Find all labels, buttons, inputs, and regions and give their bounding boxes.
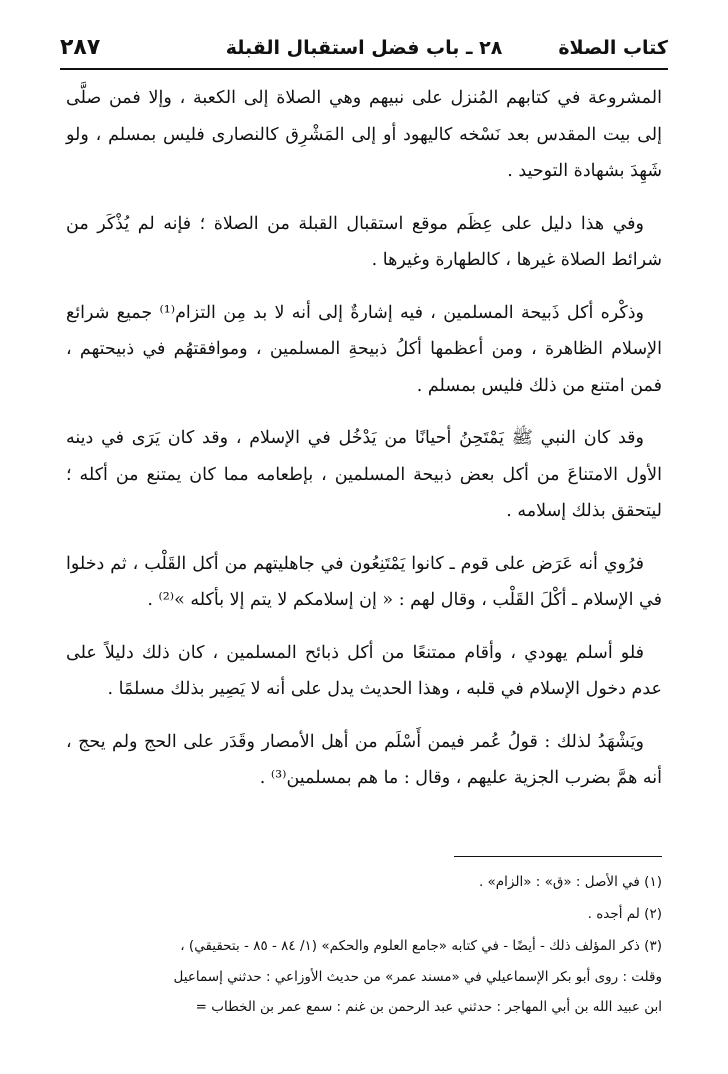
paragraph: فلو أسلم يهودي ، وأقام ممتنعًا من أكل ذبائح المسلمين ، كان ذلك دليلاً على عدم دخول الإسلام في قلبه ، وهذا الحديث يدل على أنه لا يَصِير بذلك مسلمًا . bbox=[66, 642, 662, 699]
paragraph: وقد كان النبي ﷺ يَمْتَحِنُ أحيانًا من يَدْخُل في الإسلام ، وقد كان يَرَى في دينه الأول الامتناعَ من أكل بعض ذبيحة المسلمين ، بإطعامه مما كان يمتنع من أكله ؛ ليتحقق بذلك إسلامه . bbox=[66, 428, 662, 521]
chapter-title: ٢٨ ـ باب فضل استقبال القبلة bbox=[225, 37, 503, 59]
footnotes bbox=[66, 866, 662, 1022]
page-number: ٢٨٧ bbox=[60, 35, 101, 60]
footnote: (٣) ذكر المؤلف ذلك - أيضًا - في كتابه «جامع العلوم والحكم» (١/ ٨٤ - ٨٥ - بتحقيقي) ، bbox=[180, 938, 662, 954]
paragraph: وفي هذا دليل على عِظَم موقع استقبال القبلة من الصلاة ؛ فإنه لم يُذْكَر من شرائط الصلاة غيرها ، كالطهارة وغيرها . bbox=[66, 213, 662, 270]
main-text bbox=[66, 80, 662, 813]
footnote-continuation: ابن عبيد الله بن أبي المهاجر : حدثني عبد الرحمن بن غنم : سمع عمر بن الخطاب = bbox=[195, 999, 662, 1015]
paragraph: المشروعة في كتابهم المُنزل على نبيهم وهي الصلاة إلى الكعبة ، وإلا فمن صلَّى إلى بيت المقدس بعد نَسْخه كاليهود أو إلى المَشْرِق كالنصارى فليس بمسلم ، ولو شَهِدَ بشهادة التوحيد . bbox=[66, 88, 662, 181]
footnote-divider bbox=[454, 856, 662, 857]
paragraph: وذكْره أكل ذَبيحة المسلمين ، فيه إشارةٌ إلى أنه لا بد مِن التزام⁽¹⁾ جميع شرائع الإسلام الظاهرة ، ومن أعظمها أكلُ ذبيحةِ المسلمين ، وموافقتهُم في ذبيحتهم ، فمن امتنع من ذلك فليس بمسلم . bbox=[66, 302, 662, 396]
paragraph: فرُوي أنه عَرَض على قوم ـ كانوا يَمْتَنِعُون في جاهليتهم من أكل القَلْب ، ثم دخلوا في الإسلام ـ أكْلَ القَلْب ، وقال لهم : « إن إسلامكم لا يتم إلا بأكله »⁽²⁾ . bbox=[66, 553, 662, 610]
footnote: (٢) لم أجده . bbox=[587, 906, 662, 922]
header-divider bbox=[60, 68, 668, 70]
book-title: كتاب الصلاة bbox=[558, 37, 668, 59]
footnote-continuation: وقلت : روى أبو بكر الإسماعيلي في «مسند عمر» من حديث الأوزاعي : حدثني إسماعيل bbox=[173, 969, 662, 985]
running-header bbox=[60, 33, 668, 69]
paragraph: ويَشْهَدُ لذلك : قولُ عُمر فيمن أَسْلَم من أهل الأمصار وقَدَر على الحج ولم يحج ، أنه همَّ بضرب الجزية عليهم ، وقال : ما هم بمسلمين⁽³⁾ . bbox=[66, 731, 662, 788]
footnote: (١) في الأصل : «ق» : «الزام» . bbox=[478, 874, 662, 890]
